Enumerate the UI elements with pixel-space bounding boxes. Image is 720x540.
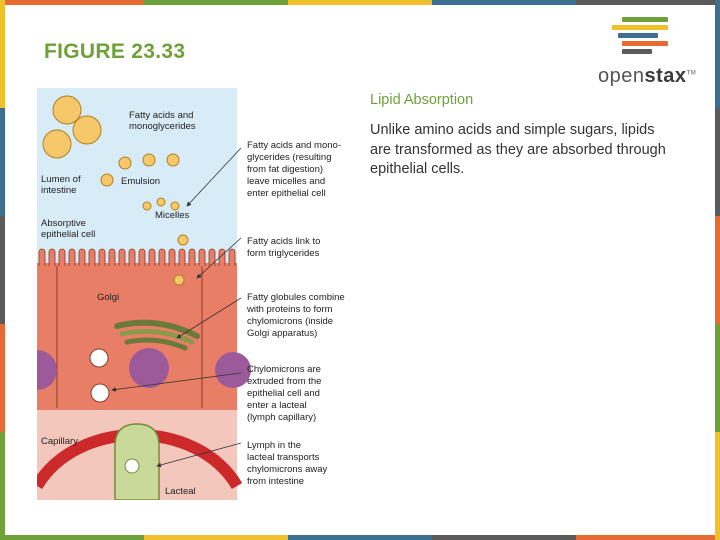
- border-segment: [715, 108, 720, 216]
- label-absorptive-cell: Absorptive epithelial cell: [41, 218, 96, 240]
- callout-3: Fatty globules combine with proteins to form chylomicrons (inside Golgi apparatus): [247, 292, 345, 339]
- border-segment: [715, 324, 720, 432]
- fat-droplet: [43, 130, 71, 158]
- right-border: [715, 0, 720, 540]
- caption-text: Unlike amino acids and simple sugars, lipids are transformed as they are absorbed through epithelial cells.: [370, 122, 666, 177]
- lipid-absorption-figure: [37, 88, 357, 500]
- openstax-logo: [598, 17, 698, 87]
- logo-stripe: [622, 49, 652, 54]
- nucleus-center: [129, 348, 169, 388]
- border-segment: [715, 432, 720, 540]
- callout-2: Fatty acids link to form triglycerides: [247, 236, 321, 259]
- border-segment: [0, 108, 5, 216]
- border-segment: [144, 535, 288, 540]
- label-emulsion: Emulsion: [121, 176, 161, 187]
- label-fatty-acids: Fatty acids and monoglycerides: [129, 110, 196, 132]
- label-lacteal: Lacteal: [165, 486, 196, 497]
- callout-4: Chylomicrons are extruded from the epithelial cell and enter a lacteal (lymph capillary): [247, 364, 322, 423]
- border-segment: [288, 535, 432, 540]
- logo-stripe: [618, 33, 658, 38]
- border-segment: [0, 216, 5, 324]
- label-micelles: Micelles: [155, 210, 190, 221]
- border-segment: [715, 0, 720, 108]
- label-capillary: Capillary: [41, 436, 78, 447]
- border-segment: [288, 0, 432, 5]
- border-segment: [0, 324, 5, 432]
- border-segment: [432, 535, 576, 540]
- border-segment: [0, 0, 5, 108]
- border-segment: [576, 0, 720, 5]
- logo-stripe: [622, 17, 668, 22]
- border-segment: [144, 0, 288, 5]
- border-segment: [576, 535, 720, 540]
- border-segment: [0, 0, 144, 5]
- fat-droplet: [73, 116, 101, 144]
- caption-title: Lipid Absorption: [370, 92, 474, 108]
- border-segment: [715, 216, 720, 324]
- top-border: [0, 0, 720, 5]
- logo-wordmark: openstax™: [598, 65, 697, 87]
- border-segment: [432, 0, 576, 5]
- callout-5: Lymph in the lacteal transports chylomicrons away from intestine: [247, 440, 328, 487]
- label-golgi: Golgi: [97, 292, 120, 303]
- border-segment: [0, 535, 144, 540]
- label-lumen: Lumen of intestine: [41, 174, 81, 196]
- slide-title: FIGURE 23.33: [44, 40, 186, 63]
- logo-stripe: [612, 25, 668, 30]
- border-segment: [0, 432, 5, 540]
- bottom-border: [0, 535, 720, 540]
- nucleus-right: [215, 352, 251, 388]
- callout-1: Fatty acids and mono-glycerides (resulting from fat digestion) leave micelles and enter epithelial cell: [247, 140, 341, 199]
- left-border: [0, 0, 5, 540]
- logo-stripe: [622, 41, 668, 46]
- callout-texts: [246, 140, 345, 487]
